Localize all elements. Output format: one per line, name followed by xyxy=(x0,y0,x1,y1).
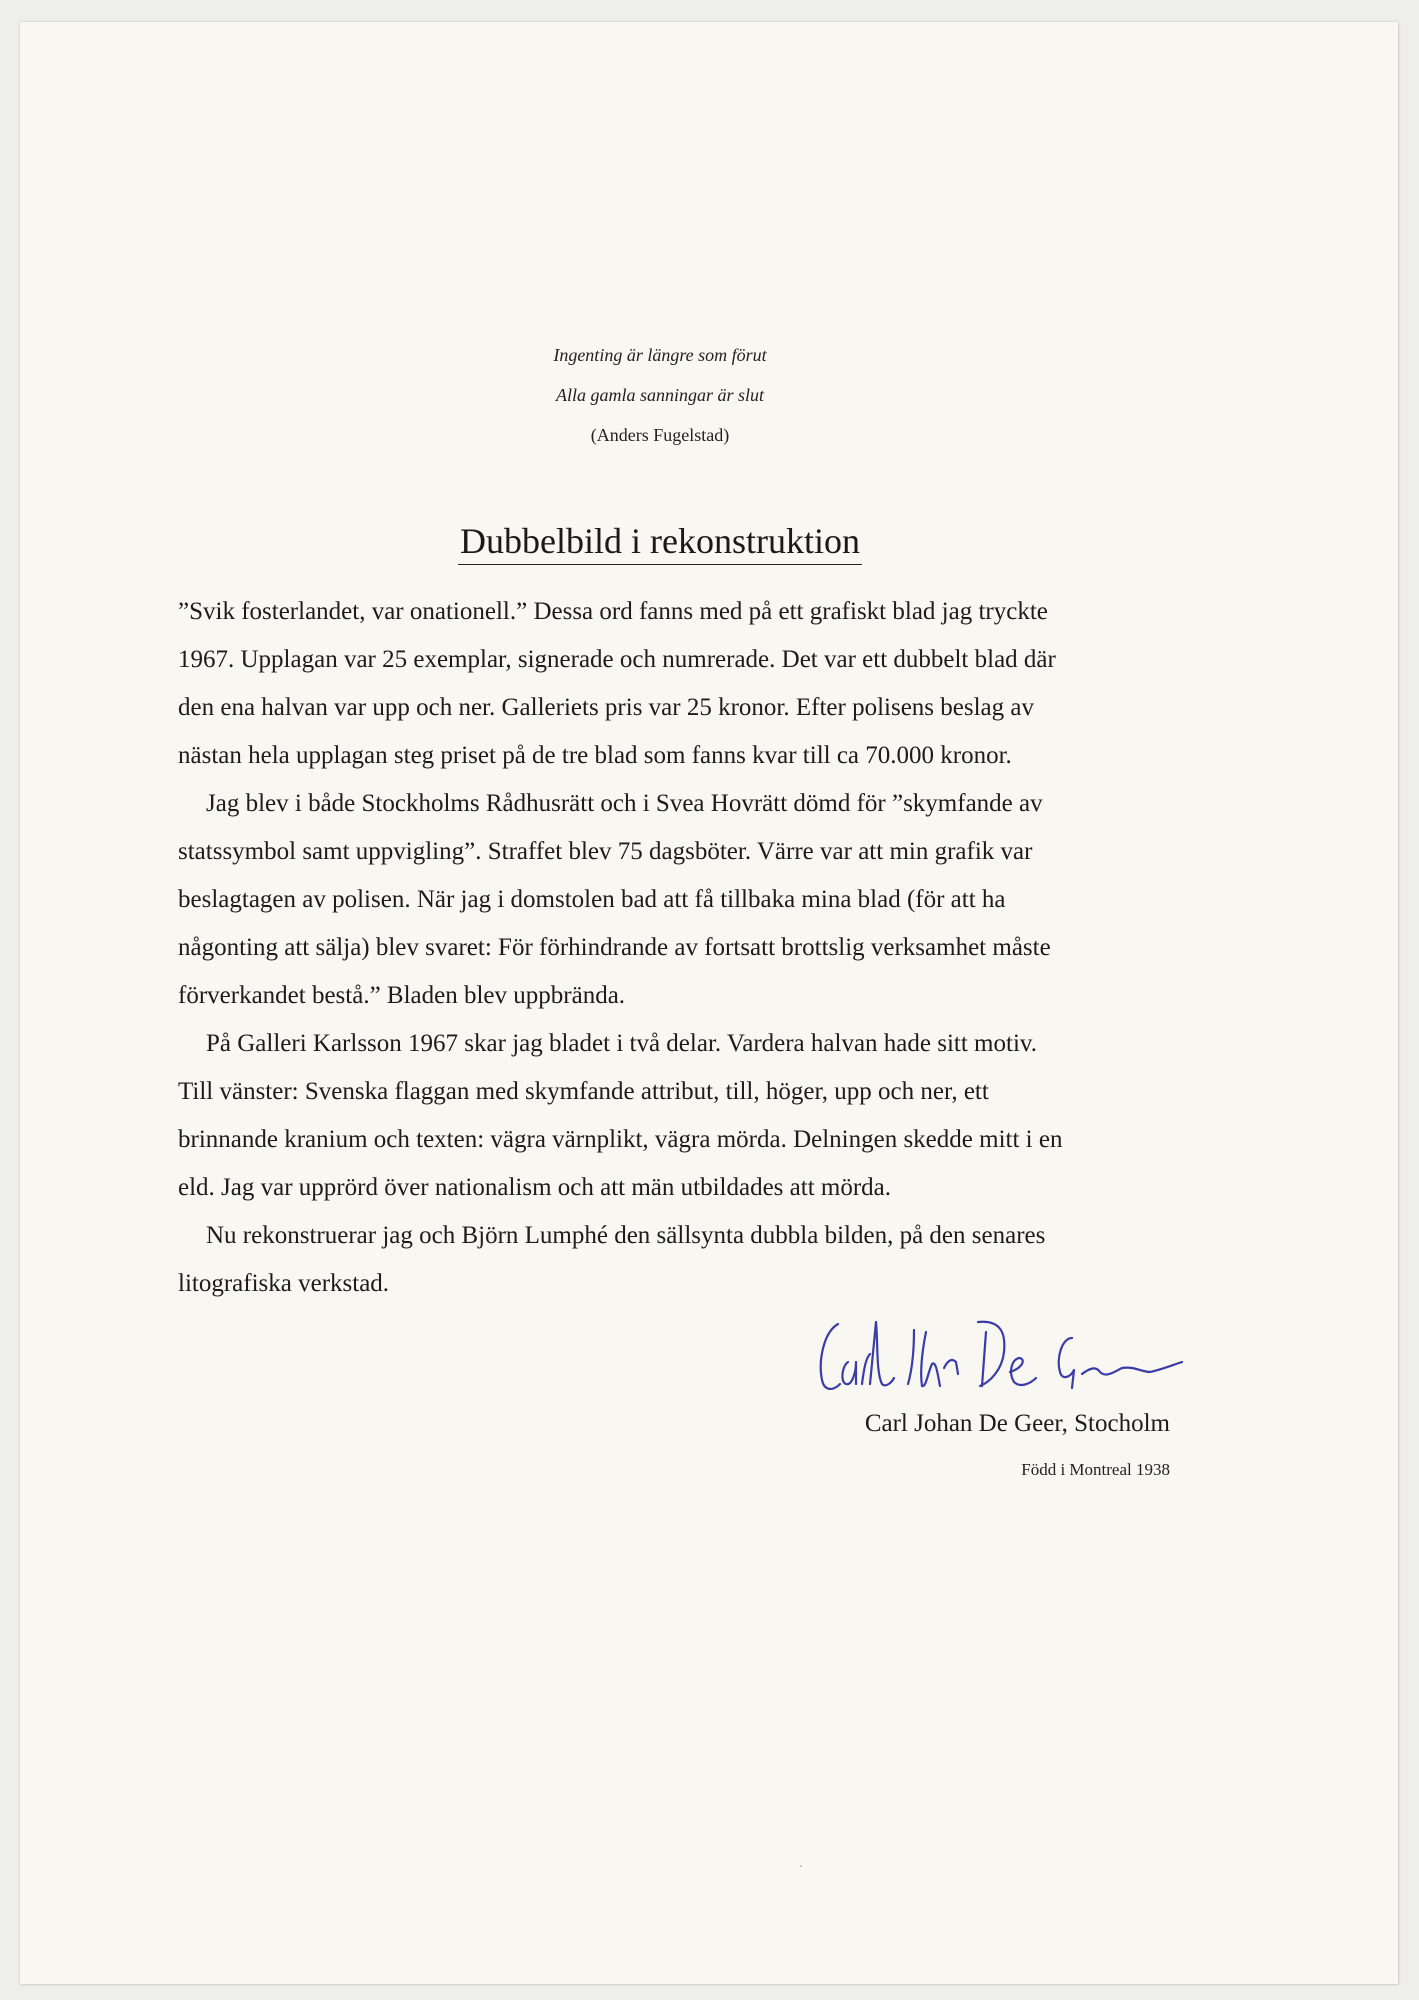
document-title-block xyxy=(20,520,1300,565)
signatory-birth-note: Född i Montreal 1938 xyxy=(1021,1460,1170,1479)
body-text xyxy=(178,588,1178,1308)
body-line: Nu rekonstruerar jag och Björn Lumphé den sällsynta dubbla bilden, på den senares xyxy=(206,1222,1046,1249)
body-line: Jag blev i både Stockholms Rådhusrätt och i Svea Hovrätt dömd för ”skymfande av xyxy=(206,790,1043,817)
handwritten-signature xyxy=(810,1302,1240,1412)
body-line: Till vänster: Svenska flaggan med skymfande attribut, till, höger, upp och ner, ett xyxy=(178,1078,989,1105)
body-line: den ena halvan var upp och ner. Galleriets pris var 25 kronor. Efter polisens beslag av xyxy=(178,694,1034,721)
document-title: Dubbelbild i rekonstruktion xyxy=(458,520,862,565)
epigraph-attribution: (Anders Fugelstad) xyxy=(590,425,730,445)
epigraph xyxy=(20,335,1300,455)
epigraph-line-1: Ingenting är längre som förut xyxy=(553,345,767,365)
body-line: ”Svik fosterlandet, var onationell.” Dessa ord fanns med på ett grafiskt blad jag tryckte xyxy=(178,598,1048,625)
document-sheet xyxy=(20,22,1398,1984)
epigraph-line-2: Alla gamla sanningar är slut xyxy=(555,385,765,405)
body-line: förverkandet bestå.” Bladen blev uppbrända. xyxy=(178,982,626,1009)
body-line: litografiska verkstad. xyxy=(178,1270,390,1297)
body-line: statssymbol samt uppvigling”. Straffet blev 75 dagsböter. Värre var att min grafik var xyxy=(178,838,1033,865)
body-line: beslagtagen av polisen. När jag i domstolen bad att få tillbaka mina blad (för att ha xyxy=(178,886,1006,913)
body-line: 1967. Upplagan var 25 exemplar, signerade och numrerade. Det var ett dubbelt blad där xyxy=(178,646,1056,673)
paper-speck xyxy=(800,1865,802,1867)
body-line: brinnande kranium och texten: vägra värnplikt, vägra mörda. Delningen skedde mitt i en xyxy=(178,1126,1063,1153)
body-line: På Galleri Karlsson 1967 skar jag bladet i två delar. Vardera halvan hade sitt motiv. xyxy=(206,1030,1038,1057)
signatory-name: Carl Johan De Geer, Stocholm xyxy=(864,1410,1170,1437)
body-line: någonting att sälja) blev svaret: För förhindrande av fortsatt brottslig verksamhet måste xyxy=(178,934,1051,961)
body-line: nästan hela upplagan steg priset på de tre blad som fanns kvar till ca 70.000 kronor. xyxy=(178,742,1012,769)
body-line: eld. Jag var upprörd över nationalism och att män utbildades att mörda. xyxy=(178,1174,892,1201)
